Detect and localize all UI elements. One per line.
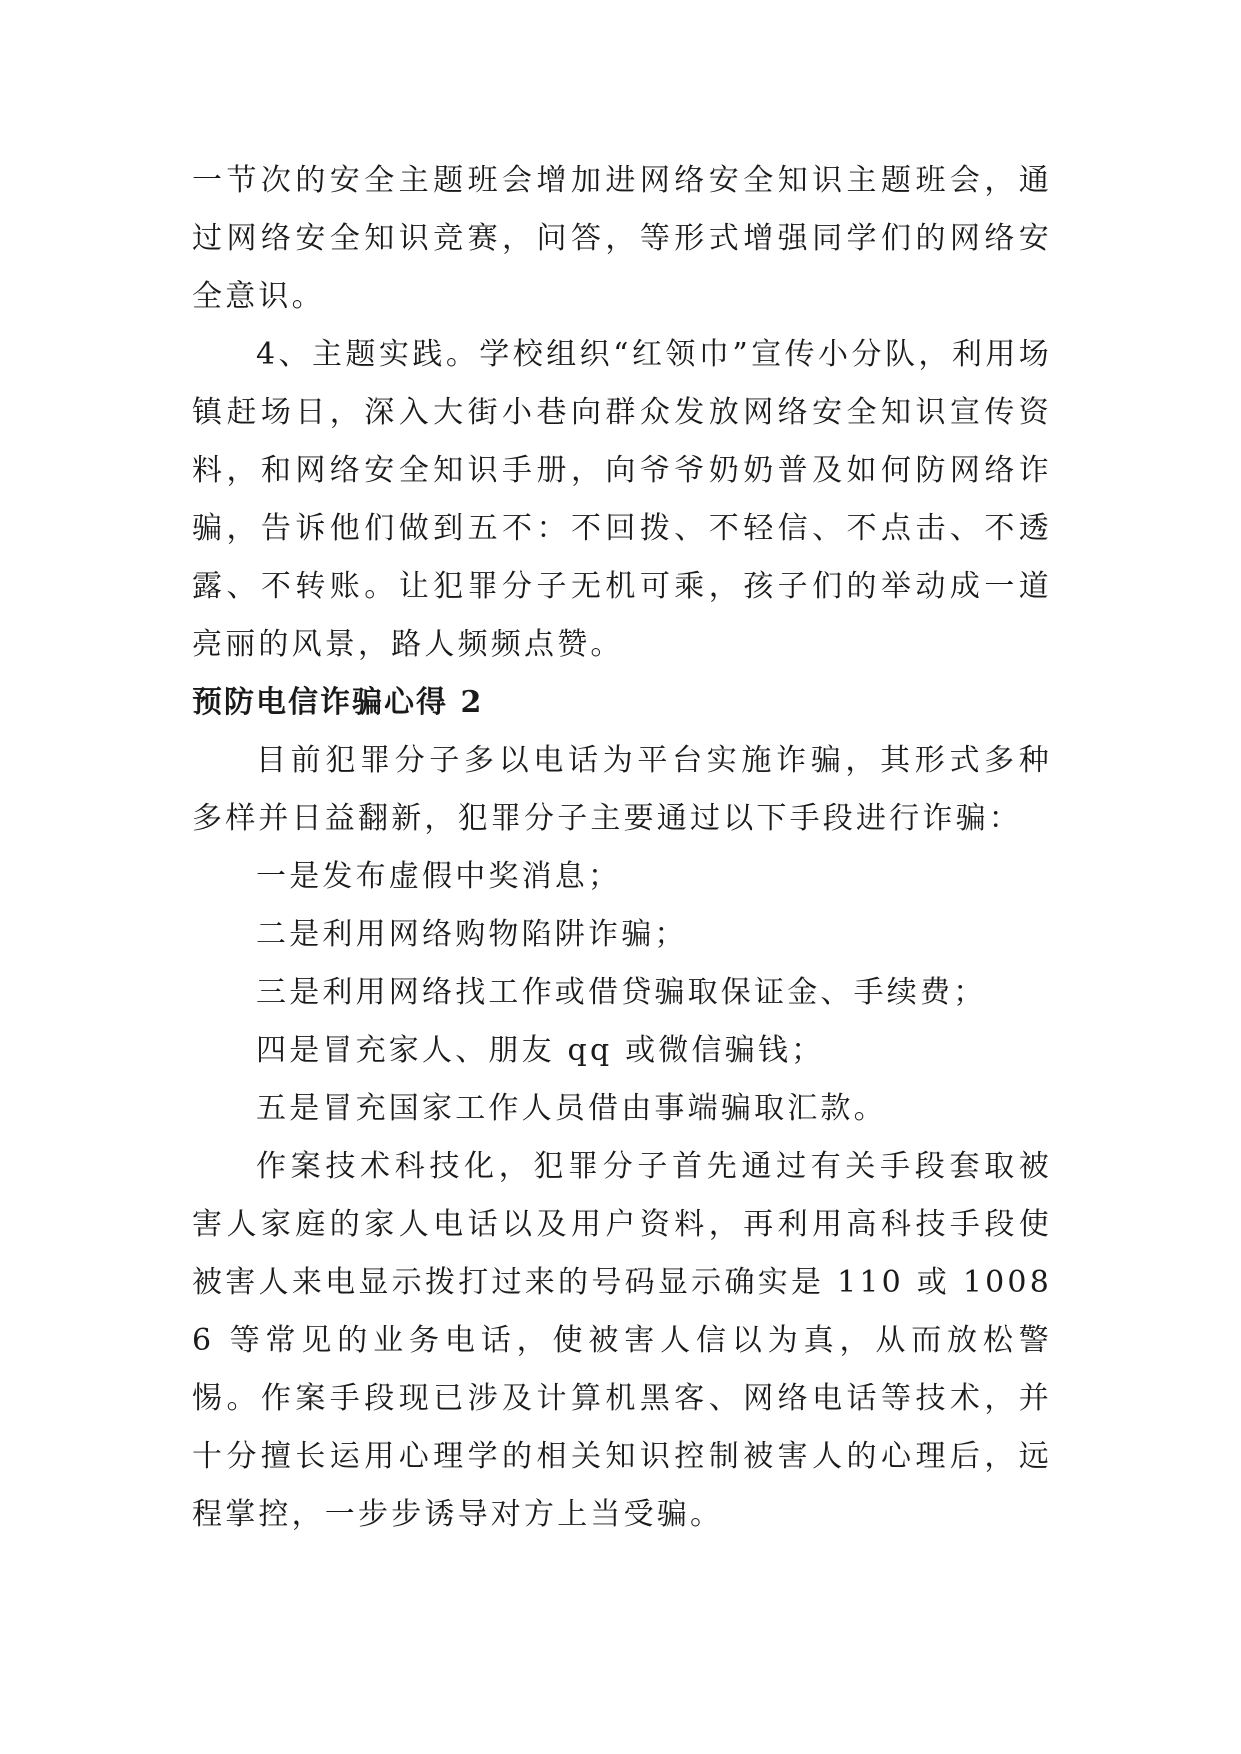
paragraph-fraud-intro: 目前犯罪分子多以电话为平台实施诈骗，其形式多种多样并日益翻新，犯罪分子主要通过以下手段进行诈骗：: [192, 743, 1052, 836]
list-item-method-4: 四是冒充家人、朋友 qq 或微信骗钱；: [256, 1033, 825, 1068]
paragraph-theme-practice: 4、主题实践。学校组织“红领巾”宣传小分队，利用场镇赶场日，深入大街小巷向群众发放网络安全知识宣传资料，和网络安全知识手册，向爷爷奶奶普及如何防网络诈骗，告诉他们做到五不：不回拨、不轻信、不点击、不透露、不转账。让犯罪分子无机可乘，孩子们的举动成一道亮丽的风景，路人频频点赞。: [192, 337, 1052, 662]
paragraph-continuation: 一节次的安全主题班会增加进网络安全知识主题班会，通过网络安全知识竞赛，问答，等形式增强同学们的网络安全意识。: [192, 163, 1052, 314]
paragraph-tech-methods: 作案技术科技化，犯罪分子首先通过有关手段套取被害人家庭的家人电话以及用户资料，再利用高科技手段使被害人来电显示拨打过来的号码显示确实是 110 或 10086 等常见的业务电话，使被害人信以为真，从而放松警惕。作案手段现已涉及计算机黑客、网络电话等技术，并十分擅长运用心理学的相关知识控制被害人的心理后，远程掌控，一步步诱导对方上当受骗。: [192, 1149, 1052, 1532]
list-item-method-1: 一是发布虚假中奖消息；: [256, 859, 622, 894]
list-item-method-3: 三是利用网络找工作或借贷骗取保证金、手续费；: [256, 975, 987, 1010]
document-page: [192, 152, 1052, 1544]
section-title: 预防电信诈骗心得 2: [192, 685, 484, 720]
list-item-method-2: 二是利用网络购物陷阱诈骗；: [256, 917, 688, 952]
list-item-method-5: 五是冒充国家工作人员借由事端骗取汇款。: [256, 1091, 887, 1126]
